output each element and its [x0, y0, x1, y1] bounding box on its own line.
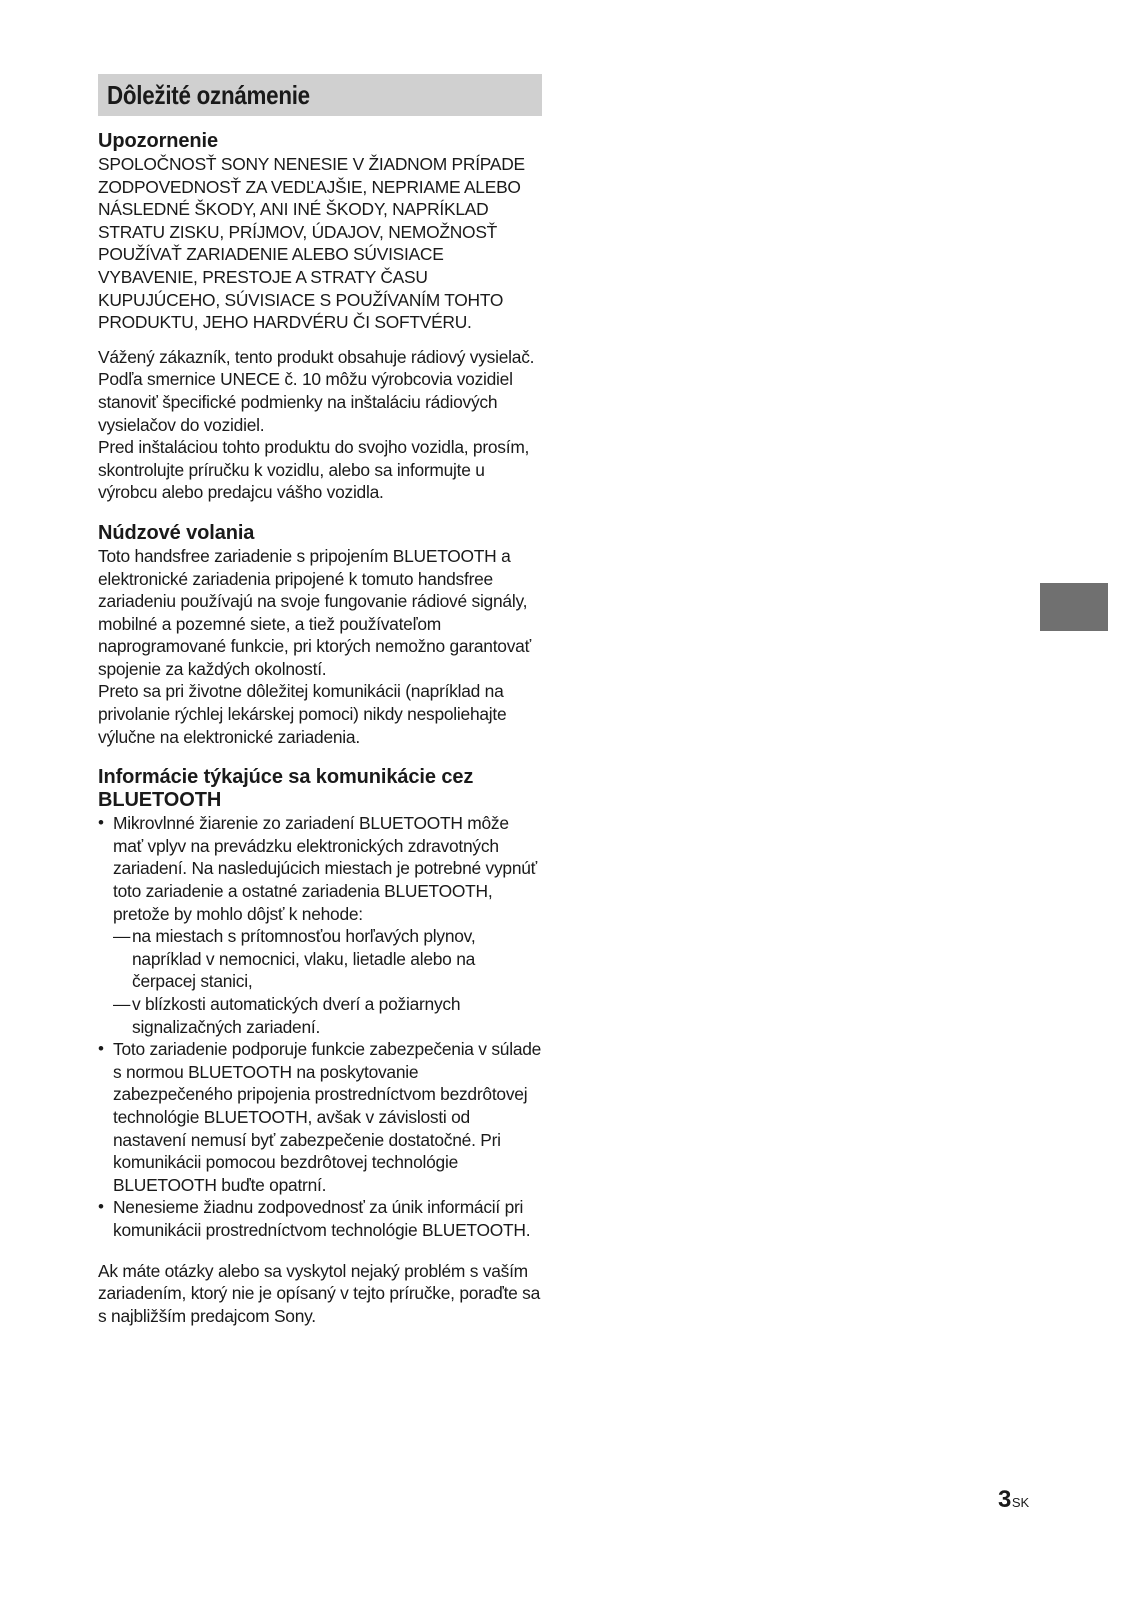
list-item	[98, 1038, 542, 1196]
sub-list	[113, 925, 542, 1038]
sub-item-text: na miestach s prítomnosťou horľavých plynov, napríklad v nemocnici, vlaku, lietadle alebo na čerpacej stanici,	[132, 926, 476, 992]
page-number	[998, 1486, 1029, 1514]
bullet-icon: •	[98, 813, 104, 833]
emergency-heading: Núdzové volania	[98, 521, 255, 544]
emergency-paragraph-1: Toto handsfree zariadenie s pripojením BLUETOOTH a elektronické zariadenia pripojené k tomuto handsfree zariadeniu používajú na svoje fungovanie rádiové signály, mobilné a pozemné siete, a tiež používateľom naprogramované funkcie, pri ktorých nemožno garantovať spojenie za každých okolností.	[98, 545, 531, 679]
bullet-text: Toto zariadenie podporuje funkcie zabezpečenia v súlade s normou BLUETOOTH na poskytovanie zabezpečeného pripojenia prostredníctvom bezdrôtovej technológie BLUETOOTH, avšak v závislosti od nastavení nemusí byť zabezpečenie dostatočné. Pri komunikácii pomocou bezdrôtovej technológie BLUETOOTH buďte opatrní.	[113, 1039, 542, 1195]
sub-list-item	[113, 925, 542, 993]
bluetooth-bullet-list	[98, 812, 542, 1241]
page-number-value: 3	[998, 1486, 1011, 1513]
sub-list-item	[113, 993, 542, 1038]
closing-paragraph: Ak máte otázky alebo sa vyskytol nejaký problém s vaším zariadením, ktorý nie je opísaný v tejto príručke, poraďte sa s najbližším predajcom Sony.	[98, 1260, 541, 1326]
list-item	[98, 812, 542, 1038]
upozornenie-body: SPOLOČNOSŤ SONY NENESIE V ŽIADNOM PRÍPADE ZODPOVEDNOSŤ ZA VEDĽAJŠIE, NEPRIAME ALEBO NÁSLEDNÉ ŠKODY, ANI INÉ ŠKODY, NAPRÍKLAD STRATU ZISKU, PRÍJMOV, ÚDAJOV, NEMOŽNOSŤ POUŽÍVAŤ ZARIADENIE ALEBO SÚVISIACE VYBAVENIE, PRESTOJE A STRATY ČASU KUPUJÚCEHO, SÚVISIACE S POUŽÍVANÍM TOHTO PRODUKTU, JEHO HARDVÉRU ČI SOFTVÉRU.	[98, 154, 525, 333]
bullet-text: Mikrovlnné žiarenie zo zariadení BLUETOOTH môže mať vplyv na prevádzku elektronických zdravotných zariadení. Na nasledujúcich miestach je potrebné vypnúť toto zariadenie a ostatné zariadenia BLUETOOTH, pretože by mohlo dôjsť k nehode:	[113, 813, 537, 924]
bullet-text: Nenesieme žiadnu zodpovednosť za únik informácií pri komunikácii prostredníctvom technológie BLUETOOTH.	[113, 1197, 531, 1240]
radio-paragraph-1: Vážený zákazník, tento produkt obsahuje rádiový vysielač.	[98, 346, 535, 367]
radio-paragraph-3: Pred inštaláciou tohto produktu do svojho vozidla, prosím, skontrolujte príručku k vozidlu, alebo sa informujte u výrobcu alebo predajcu vášho vozidla.	[98, 437, 530, 503]
page-language-code: SK	[1011, 1495, 1030, 1510]
section-banner	[98, 74, 542, 116]
bluetooth-heading	[98, 766, 542, 812]
bluetooth-heading-line2: BLUETOOTH	[98, 789, 222, 812]
upozornenie-heading: Upozornenie	[98, 130, 219, 152]
page-title: Dôležité oznámenie	[107, 79, 310, 110]
dash-icon: —	[113, 994, 131, 1014]
bluetooth-heading-line1: Informácie týkajúce sa komunikácie cez	[98, 766, 474, 789]
sub-item-text: v blízkosti automatických dverí a požiarnych signalizačných zariadení.	[132, 994, 461, 1037]
dash-icon: —	[113, 926, 131, 947]
bullet-icon: •	[98, 1197, 104, 1217]
emergency-paragraph-2: Preto sa pri životne dôležitej komunikácii (napríklad na privolanie rýchlej lekárskej pomoci) nikdy nespoliehajte výlučne na elektronické zariadenia.	[98, 681, 507, 747]
language-section-tab	[1040, 583, 1108, 631]
bullet-icon: •	[98, 1039, 104, 1059]
list-item	[98, 1196, 542, 1241]
radio-paragraph-2: Podľa smernice UNECE č. 10 môžu výrobcovia vozidiel stanoviť špecifické podmienky na inštaláciu rádiových vysielačov do vozidiel.	[98, 369, 513, 435]
content-column	[98, 74, 542, 1327]
